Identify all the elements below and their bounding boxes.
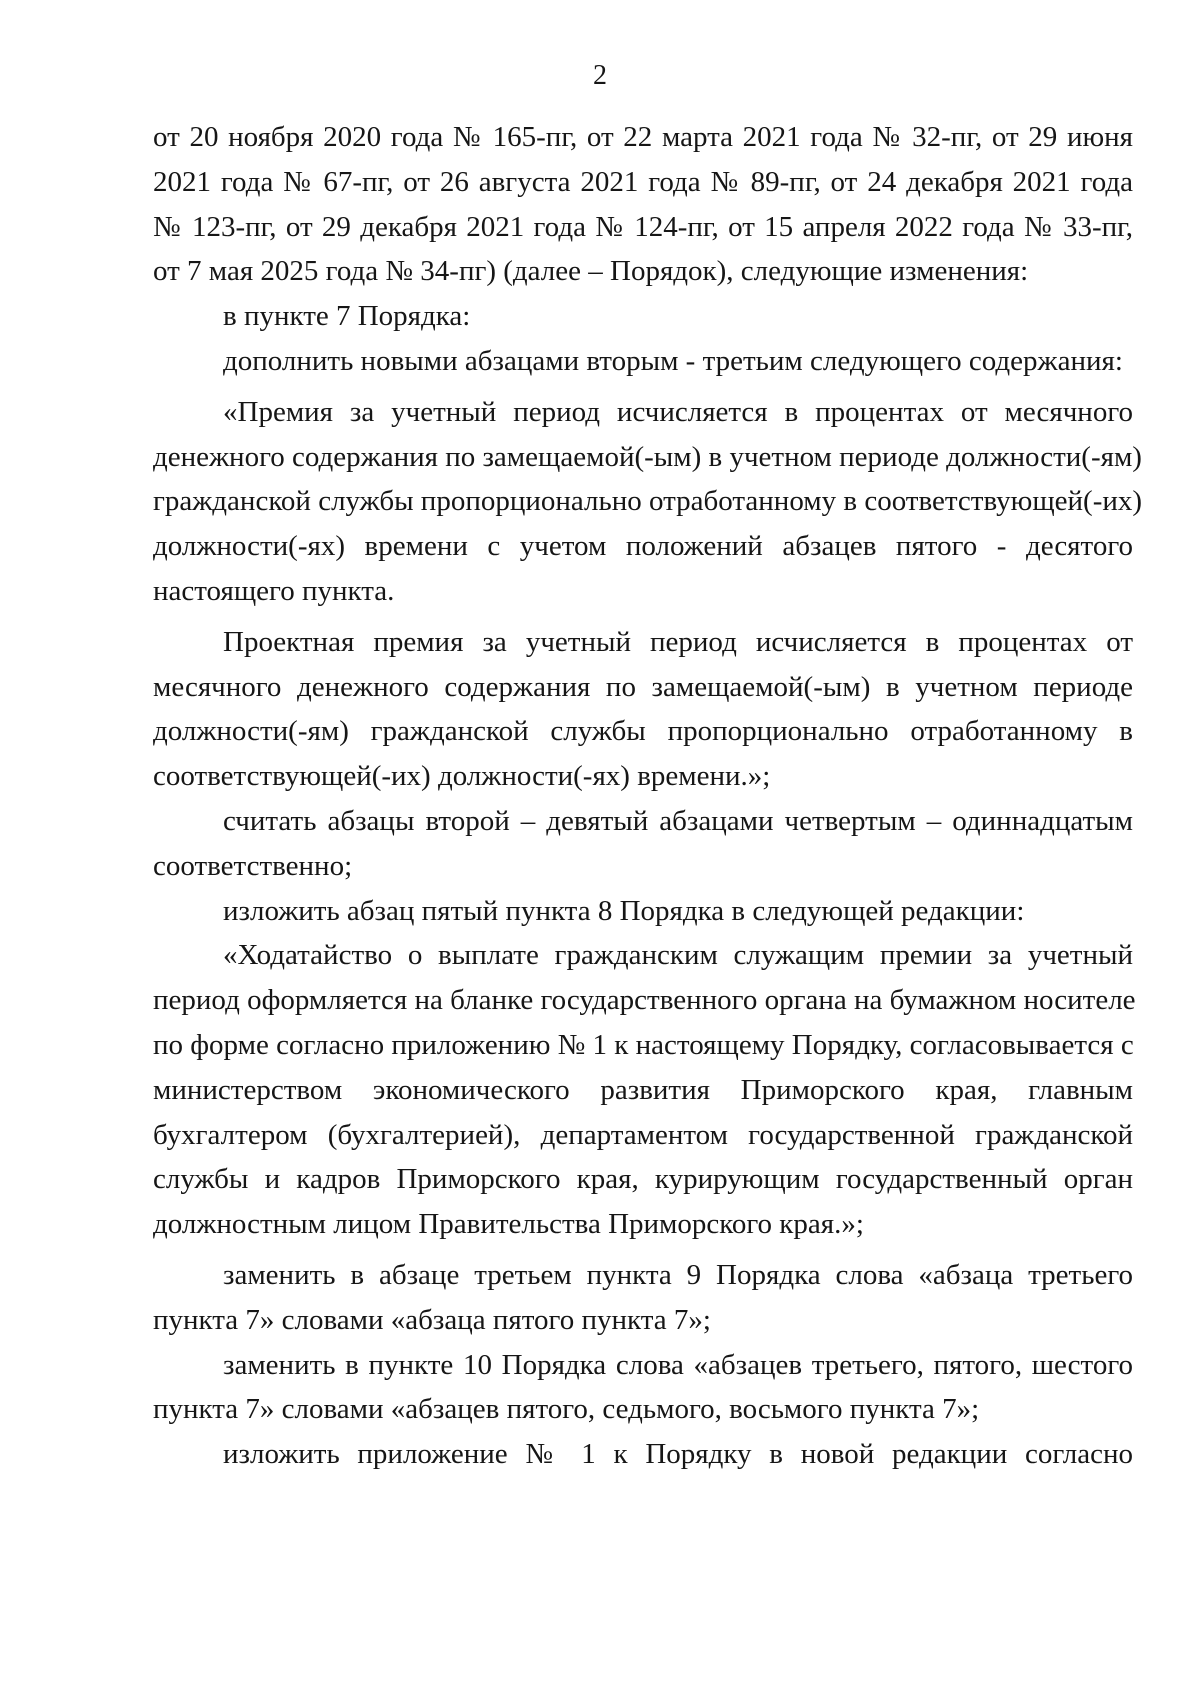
text-line: № 123-пг, от 29 декабря 2021 года № 124-пг, от 15 апреля 2022 года № 33-пг, (153, 210, 1133, 243)
text-line: период оформляется на бланке государственного органа на бумажном носителе (153, 984, 1136, 1017)
text-line: бухгалтером (бухгалтерией), департаментом государственной гражданской (153, 1118, 1133, 1151)
text-line: считать абзацы второй – девятый абзацами четвертым – одиннадцатым (223, 804, 1133, 837)
text-line: по форме согласно приложению № 1 к настоящему Порядку, согласовывается с (153, 1028, 1134, 1061)
text-line: «Премия за учетный период исчисляется в процентах от месячного (223, 395, 1133, 428)
text-line: изложить приложение № 1 к Порядку в новой редакции согласно (223, 1438, 1133, 1471)
text-line: заменить в пункте 10 Порядка слова «абзацев третьего, пятого, шестого (223, 1348, 1133, 1381)
text-line: соответственно; (153, 849, 353, 882)
text-line: должностным лицом Правительства Приморского края.»; (153, 1208, 864, 1241)
page-number: 2 (593, 60, 607, 91)
text-line: должности(-ям) гражданской службы пропорционально отработанному в (153, 715, 1133, 748)
text-line: министерством экономического развития Приморского края, главным (153, 1073, 1133, 1106)
text-line: от 7 мая 2025 года № 34-пг) (далее – Порядок), следующие изменения: (153, 255, 1029, 288)
text-line: денежного содержания по замещаемой(-ым) в учетном периоде должности(-ям) (153, 440, 1142, 473)
text-line: должности(-ях) времени с учетом положений абзацев пятого - десятого (153, 530, 1133, 563)
text-line: гражданской службы пропорционально отработанному в соответствующей(-их) (153, 485, 1143, 518)
text-line: пункта 7» словами «абзаца пятого пункта 7»; (153, 1303, 711, 1336)
document-body (153, 115, 1143, 1477)
text-line: изложить абзац пятый пункта 8 Порядка в следующей редакции: (223, 894, 1025, 927)
text-line: в пункте 7 Порядка: (223, 300, 471, 333)
text-line: соответствующей(-их) должности(-ях) времени.»; (153, 760, 771, 793)
text-line: дополнить новыми абзацами вторым - третьим следующего содержания: (223, 344, 1123, 377)
text-line: пункта 7» словами «абзацев пятого, седьмого, восьмого пункта 7»; (153, 1393, 980, 1426)
text-line: заменить в абзаце третьем пункта 9 Порядка слова «абзаца третьего (223, 1258, 1133, 1291)
text-line: службы и кадров Приморского края, курирующим государственный орган (153, 1163, 1133, 1196)
text-line: Проектная премия за учетный период исчисляется в процентах от (223, 625, 1133, 658)
text-line: от 20 ноября 2020 года № 165-пг, от 22 марта 2021 года № 32-пг, от 29 июня (153, 121, 1133, 153)
text-line: настоящего пункта. (153, 574, 395, 607)
text-line: месячного денежного содержания по замещаемой(-ым) в учетном периоде (153, 670, 1133, 703)
text-line: 2021 года № 67-пг, от 26 августа 2021 года № 89-пг, от 24 декабря 2021 года (153, 165, 1133, 198)
text-line: «Ходатайство о выплате гражданским служащим премии за учетный (223, 939, 1133, 972)
